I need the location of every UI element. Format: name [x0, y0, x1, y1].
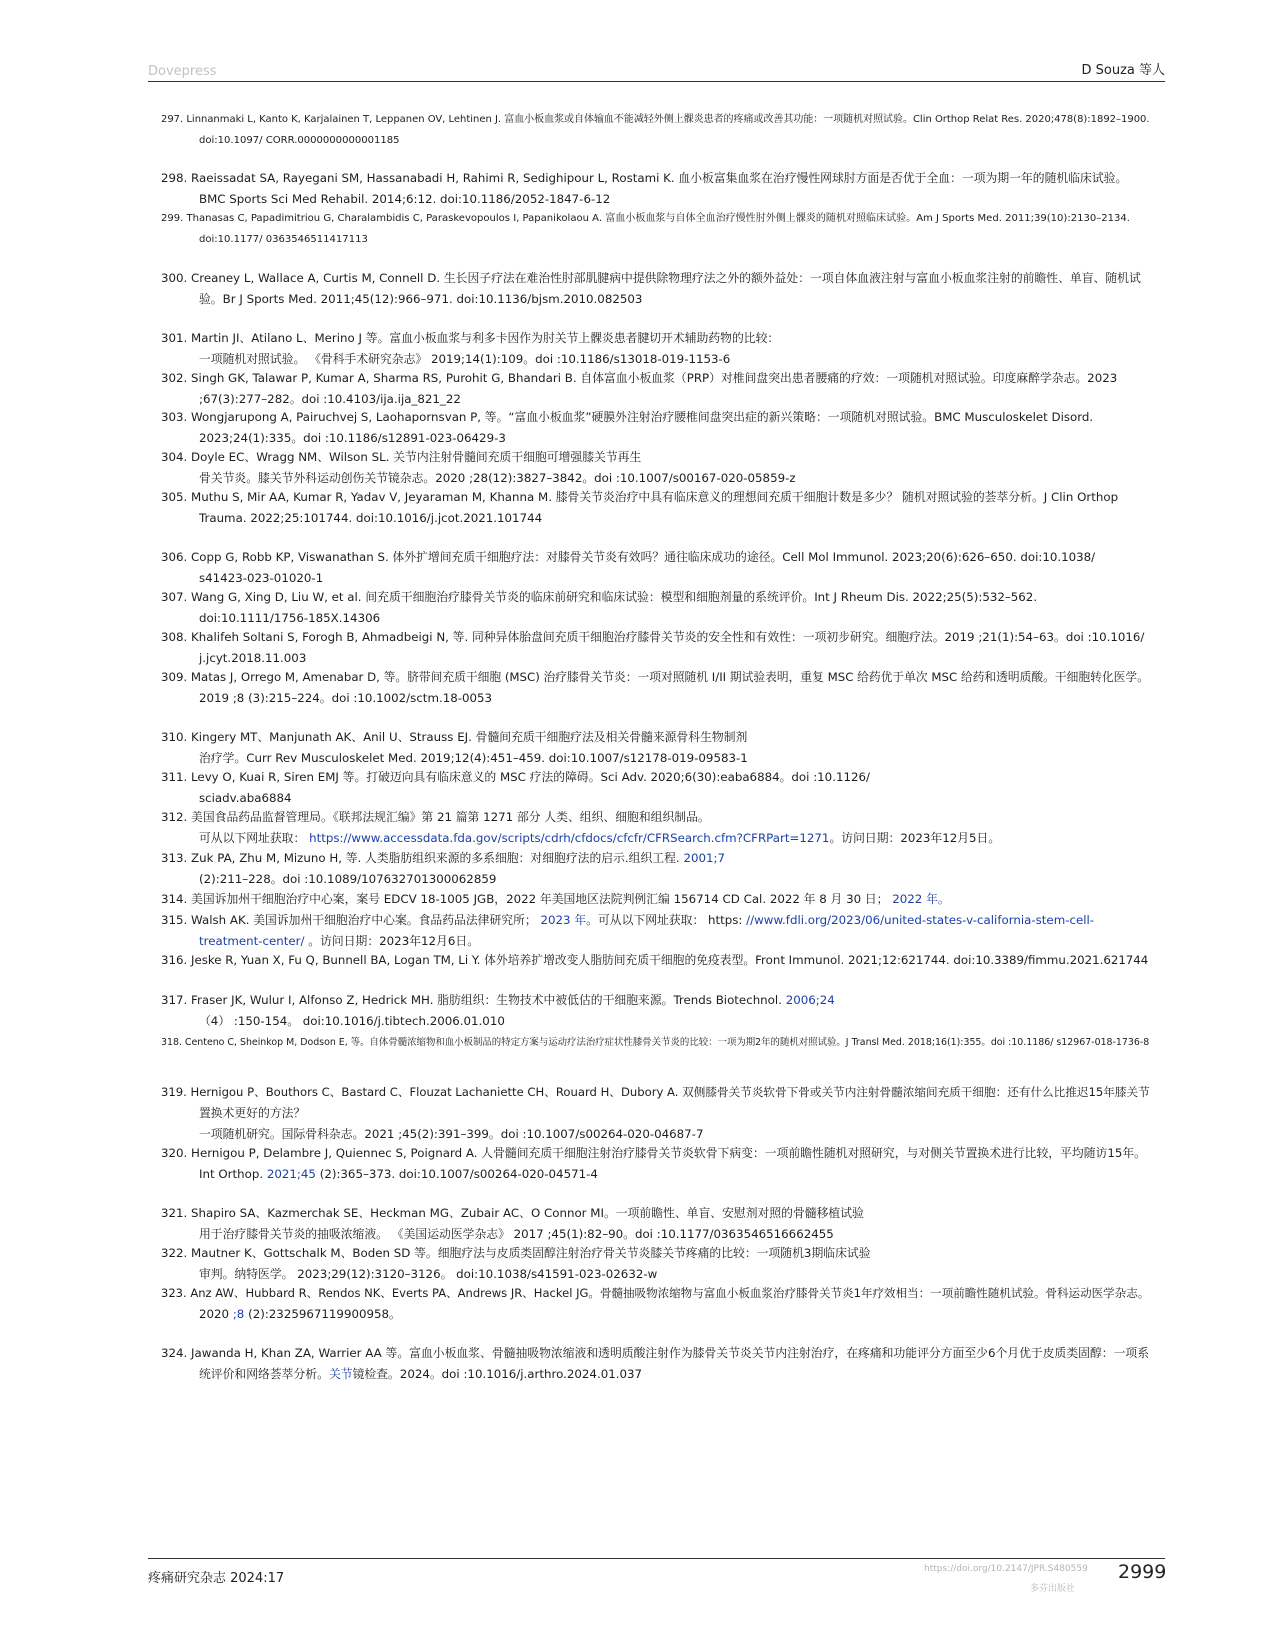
ref-line: doi:10.1097/ CORR.0000000000001185 — [199, 135, 400, 146]
reference-303 — [161, 407, 1165, 449]
ref-link[interactable]: 2022 年。 — [892, 892, 950, 906]
ref-line: 297. Linnanmaki L, Kanto K, Karjalainen T, Leppanen OV, Lehtinen J. 富血小板血浆或自体输血不能减轻外侧上髁炎患者的疼痛或改善其功能：一项随机对照试验。Clin Orthop Relat Res. 2020;478(8):1892–1900. — [161, 114, 1150, 125]
reference-321 — [161, 1203, 1165, 1245]
ref-line: doi:10.1111/1756-185X.14306 — [199, 611, 381, 625]
ref-line: 用于治疗膝骨关节炎的抽吸浓缩液。 《美国运动医学杂志》 2017 ;45(1):82–90。doi :10.1177/0363546516662455 — [199, 1227, 834, 1241]
ref-line — [161, 990, 1165, 1011]
ref-line: 319. Hernigou P、Bouthors C、Bastard C、Flouzat Lachaniette CH、Rouard H、Dubory A. 双侧膝骨关节炎软骨下骨或关节内注射骨髓浓缩间充质干细胞：还有什么比推迟15年膝关节 — [161, 1085, 1150, 1099]
ref-text: 。可从以下网址获取： https: — [586, 913, 747, 927]
ref-text: 可从以下网址获取： — [199, 831, 310, 845]
ref-text: 。访问日期：2023年12月6日。 — [304, 934, 480, 948]
ref-line: 303. Wongjarupong A, Pairuchvej S, Laohapornsvan P, 等。“富血小板血浆”硬膜外注射治疗腰椎间盘突出症的新兴策略：一项随机对照试验。BMC Musculoskelet Disord. — [161, 410, 1094, 424]
ref-link[interactable]: treatment-center/ — [199, 934, 305, 948]
ref-line: 305. Muthu S, Mir AA, Kumar R, Yadav V, Jeyaraman M, Khanna M. 膝骨关节炎治疗中具有临床意义的理想间充质干细胞计数是多少？ 随机对照试验的荟萃分析。J Clin Orthop — [161, 490, 1119, 504]
ref-line: 306. Copp G, Robb KP, Viswanathan S. 体外扩增间充质干细胞疗法：对膝骨关节炎有效吗？通往临床成功的途径。Cell Mol Immunol. 2023;20(6):626–650. doi:10.1038/ — [161, 550, 1096, 564]
ref-text: 。访问日期：2023年12月5日。 — [829, 831, 1001, 845]
ref-line: 2023;24(1):335。doi :10.1186/s12891-023-06429-3 — [199, 431, 506, 445]
ref-line: 验。Br J Sports Med. 2011;45(12):966–971. doi:10.1136/bjsm.2010.082503 — [199, 292, 643, 306]
reference-308 — [161, 627, 1165, 669]
ref-line: 318. Centeno C, Sheinkop M, Dodson E, 等。自体骨髓浓缩物和血小板制品的特定方案与运动疗法治疗症状性膝骨关节炎的比较：一项为期2年的随机对照试验。J Transl Med. 2018;16(1):355。doi :10.1186/ s12967-018-1736-8 — [161, 1037, 1150, 1048]
running-authors: D Souza 等人 — [1081, 63, 1165, 78]
reference-322 — [161, 1243, 1165, 1285]
reference-324 — [161, 1343, 1165, 1385]
ref-link[interactable]: //www.fdli.org/2023/06/united-states-v-california-stem-cell- — [746, 913, 1095, 927]
header-rule — [148, 81, 1165, 82]
ref-line — [161, 828, 1165, 849]
ref-line: sciadv.aba6884 — [199, 791, 292, 805]
reference-305 — [161, 487, 1165, 529]
ref-line: j.jcyt.2018.11.003 — [199, 651, 307, 665]
reference-298 — [161, 168, 1165, 210]
ref-line: 312. 美国食品药品监督管理局。《联邦法规汇编》第 21 篇第 1271 部分 人类、组织、细胞和组织制品。 — [161, 810, 710, 824]
ref-line: 307. Wang G, Xing D, Liu W, et al. 间充质干细胞治疗膝骨关节炎的临床前研究和临床试验：模型和细胞剂量的系统评价。Int J Rheum Dis. 2022;25(5):532–562. — [161, 590, 1038, 604]
reference-310 — [161, 727, 1165, 769]
ref-line: 323. Anz AW、Hubbard R、Rendos NK、Everts PA、Andrews JR、Hackel JG。骨髓抽吸物浓缩物与富血小板血浆治疗膝骨关节炎1年疗效相当：一项前瞻性随机试验。骨科运动医学杂志。 — [161, 1286, 1150, 1300]
ref-line — [161, 1304, 1165, 1325]
reference-301 — [161, 328, 1165, 370]
reference-309 — [161, 667, 1165, 709]
ref-line — [161, 1164, 1165, 1185]
ref-line — [161, 931, 1165, 952]
reference-299 — [161, 208, 1165, 250]
ref-line — [161, 910, 1165, 931]
page-number: 2999 — [1118, 1561, 1167, 1583]
reference-304 — [161, 447, 1165, 489]
reference-297 — [161, 109, 1165, 151]
ref-line: 302. Singh GK, Talawar P, Kumar A, Sharma RS, Purohit G, Bhandari B. 自体富血小板血浆（PRP）对椎间盘突出患者腰痛的疗效：一项随机对照试验。印度麻醉学杂志。2023 — [161, 371, 1118, 385]
ref-text: (2):2325967119900958。 — [244, 1307, 401, 1321]
ref-line: 322. Mautner K、Gottschalk M、Boden SD 等。细胞疗法与皮质类固醇注射治疗骨关节炎膝关节疼痛的比较：一项随机3期临床试验 — [161, 1246, 871, 1260]
ref-text: Int Orthop. — [199, 1167, 267, 1181]
reference-312 — [161, 807, 1165, 849]
reference-320 — [161, 1143, 1165, 1185]
journal-citation: 疼痛研究杂志 2024:17 — [148, 1571, 285, 1586]
ref-text: 313. Zuk PA, Zhu M, Mizuno H, 等. 人类脂肪组织来源的多系细胞：对细胞疗法的启示.组织工程. — [161, 851, 684, 865]
ref-line: 320. Hernigou P, Delambre J, Quiennec S, Poignard A. 人骨髓间充质干细胞注射治疗膝骨关节炎软骨下病变：一项前瞻性随机对照研究，与对侧关节置换术进行比较，平均随访15年。 — [161, 1146, 1146, 1160]
reference-317 — [161, 990, 1165, 1032]
ref-link[interactable]: 2001;7 — [683, 851, 726, 865]
footer-publisher: 多芬出版社 — [1030, 1584, 1076, 1594]
ref-line — [161, 848, 1165, 869]
reference-316 — [161, 950, 1165, 971]
reference-315 — [161, 910, 1165, 952]
ref-link[interactable]: 2023 年 — [540, 913, 587, 927]
footer-rule — [148, 1558, 1165, 1559]
ref-link[interactable]: ;8 — [232, 1307, 245, 1321]
reference-314 — [161, 889, 1165, 910]
ref-line: 316. Jeske R, Yuan X, Fu Q, Bunnell BA, Logan TM, Li Y. 体外培养扩增改变人脂肪间充质干细胞的免疫表型。Front Immunol. 2021;12:621744. doi:10.3389/fimmu.2021.621744 — [161, 953, 1149, 967]
ref-line: 骨关节炎。膝关节外科运动创伤关节镜杂志。2020 ;28(12):3827–3842。doi :10.1007/s00167-020-05859-z — [199, 471, 796, 485]
ref-text: 317. Fraser JK, Wulur I, Alfonso Z, Hedrick MH. 脂肪组织：生物技术中被低估的干细胞来源。Trends Biotechnol. — [161, 993, 786, 1007]
ref-line: 308. Khalifeh Soltani S, Forogh B, Ahmadbeigi N, 等. 同种异体胎盘间充质干细胞治疗膝骨关节炎的安全性和有效性：一项初步研究。细胞疗法。2019 ;21(1):54–63。doi :10.1016/ — [161, 630, 1145, 644]
reference-307 — [161, 587, 1165, 629]
ref-line: 310. Kingery MT、Manjunath AK、Anil U、Strauss EJ. 骨髓间充质干细胞疗法及相关骨髓来源骨科生物制剂 — [161, 730, 748, 744]
ref-line: (2):211–228。doi :10.1089/107632701300062859 — [199, 872, 497, 886]
ref-line — [161, 1364, 1165, 1385]
ref-line: 一项随机研究。国际骨科杂志。2021 ;45(2):391–399。doi :10.1007/s00264-020-04687-7 — [199, 1127, 704, 1141]
ref-line: 301. Martin JI、Atilano L、Merino J 等。富血小板血浆与利多卡因作为肘关节上髁炎患者腱切开术辅助药物的比较： — [161, 331, 780, 345]
ref-line: BMC Sports Sci Med Rehabil. 2014;6:12. doi:10.1186/2052-1847-6-12 — [199, 192, 611, 206]
ref-line: 304. Doyle EC、Wragg NM、Wilson SL. 关节内注射骨髓间充质干细胞可增强膝关节再生 — [161, 450, 642, 464]
ref-link[interactable]: 2006;24 — [785, 993, 835, 1007]
reference-318 — [161, 1032, 1165, 1053]
reference-300 — [161, 268, 1165, 310]
ref-line: Trauma. 2022;25:101744. doi:10.1016/j.jcot.2021.101744 — [199, 511, 543, 525]
ref-line: 311. Levy O, Kuai R, Siren EMJ 等。打破迈向具有临床意义的 MSC 疗法的障碍。Sci Adv. 2020;6(30):eaba6884。doi :10.1126/ — [161, 770, 870, 784]
ref-text: 统评价和网络荟萃分析。 — [199, 1367, 329, 1381]
ref-link[interactable]: 关节 — [328, 1367, 353, 1381]
reference-319 — [161, 1082, 1165, 1145]
reference-323 — [161, 1283, 1165, 1325]
ref-line: 300. Creaney L, Wallace A, Curtis M, Connell D. 生长因子疗法在难治性肘部肌腱病中提供除物理疗法之外的额外益处：一项自体血液注射与富血小板血浆注射的前瞻性、单盲、随机试 — [161, 271, 1141, 285]
ref-line: 2019 ;8 (3):215–224。doi :10.1002/sctm.18-0053 — [199, 691, 493, 705]
reference-302 — [161, 368, 1165, 410]
ref-line: s41423-023-01020-1 — [199, 571, 324, 585]
ref-line: （4） :150-154。 doi:10.1016/j.tibtech.2006.01.010 — [199, 1014, 505, 1028]
ref-text: 镜检查。2024。doi :10.1016/j.arthro.2024.01.037 — [352, 1367, 643, 1381]
ref-line: 置换术更好的方法？ — [199, 1106, 306, 1120]
ref-line: 324. Jawanda H, Khan ZA, Warrier AA 等。富血小板血浆、骨髓抽吸物浓缩液和透明质酸注射作为膝骨关节炎关节内注射治疗，在疼痛和功能评分方面至少6个月优于皮质类固醇：一项系 — [161, 1346, 1150, 1360]
footer-doi[interactable]: https://doi.org/10.2147/JPR.S480559 — [924, 1564, 1088, 1574]
ref-line: 一项随机对照试验。 《骨科手术研究杂志》 2019;14(1):109。doi :10.1186/s13018-019-1153-6 — [199, 352, 731, 366]
reference-313 — [161, 848, 1165, 890]
ref-line: doi:10.1177/ 0363546511417113 — [199, 234, 368, 245]
ref-line: 321. Shapiro SA、Kazmerchak SE、Heckman MG、Zubair AC、O Connor MI。一项前瞻性、单盲、安慰剂对照的骨髓移植试验 — [161, 1206, 864, 1220]
ref-line: 298. Raeissadat SA, Rayegani SM, Hassanabadi H, Rahimi R, Sedighipour L, Rostami K. 血小板富集血浆在治疗慢性网球肘方面是否优于全血：一项为期一年的随机临床试验。 — [161, 171, 1128, 185]
ref-line: ;67(3):277–282。doi :10.4103/ija.ija_821_22 — [199, 392, 461, 406]
ref-line: 309. Matas J, Orrego M, Amenabar D, 等。脐带间充质干细胞 (MSC) 治疗膝骨关节炎：一项对照随机 I/II 期试验表明，重复 MSC 给药优于单次 MSC 给药和透明质酸。干细胞转化医学。 — [161, 670, 1149, 684]
ref-line: 审判。纳特医学。 2023;29(12):3120–3126。 doi:10.1038/s41591-023-02632-w — [199, 1267, 658, 1281]
ref-link[interactable]: 2021;45 — [266, 1167, 316, 1181]
ref-line: 治疗学。Curr Rev Musculoskelet Med. 2019;12(4):451–459. doi:10.1007/s12178-019-09583-1 — [199, 751, 748, 765]
ref-link[interactable]: https://www.accessdata.fda.gov/scripts/cdrh/cfdocs/cfcfr/CFRSearch.cfm?CFRPart=1271 — [309, 831, 830, 845]
ref-text: 2020 — [199, 1307, 233, 1321]
ref-text: (2):365–373. doi:10.1007/s00264-020-04571-4 — [315, 1167, 598, 1181]
ref-text: 314. 美国诉加州干细胞治疗中心案，案号 EDCV 18-1005 JGB，2022 年美国地区法院判例汇编 156714 CD Cal. 2022 年 8 月 30 日； — [161, 892, 893, 906]
reference-306 — [161, 547, 1165, 589]
ref-line — [161, 889, 1165, 910]
ref-line: 299. Thanasas C, Papadimitriou G, Charalambidis C, Paraskevopoulos I, Papanikolaou A. 富血小板血浆与自体全血治疗慢性肘外侧上髁炎的随机对照临床试验。Am J Sports Med. 2011;39(10):2130–2134. — [161, 213, 1130, 224]
reference-311 — [161, 767, 1165, 809]
publisher-header: Dovepress — [148, 64, 217, 79]
ref-text: 315. Walsh AK. 美国诉加州干细胞治疗中心案。食品药品法律研究所； — [161, 913, 541, 927]
